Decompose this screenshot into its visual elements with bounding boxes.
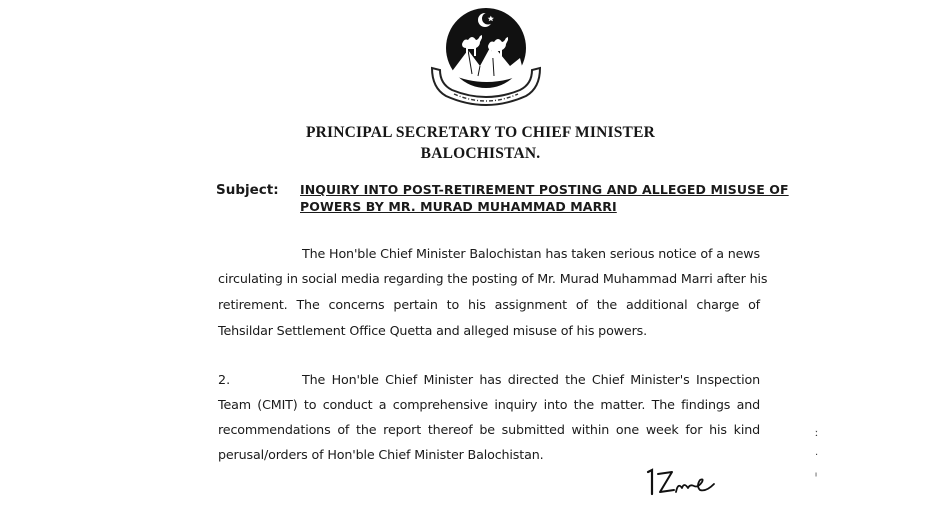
paragraph-2-line-4: perusal/orders of Hon'ble Chief Minister Balochistan. — [218, 447, 544, 462]
paragraph-2-line-2: Team (CMIT) to conduct a comprehensive inquiry into the matter. The findings and — [218, 397, 760, 412]
paragraph-2-line-1: The Hon'ble Chief Minister has directed the Chief Minister's Inspection — [302, 372, 760, 387]
paragraph-1-line-2: circulating in social media regarding the posting of Mr. Murad Muhammad Marri after his — [218, 271, 768, 286]
subject-label: Subject: — [216, 182, 279, 198]
government-emblem-icon — [428, 4, 544, 116]
paragraph-2-number: 2. — [218, 372, 231, 387]
paragraph-1-line-3: retirement. The concerns pertain to his assignment of the additional charge of — [218, 297, 760, 312]
edge-marks — [815, 428, 823, 492]
paragraph-1-line-1: The Hon'ble Chief Minister Balochistan has taken serious notice of a news — [302, 246, 760, 261]
paragraph-1-line-4: Tehsildar Settlement Office Quetta and alleged misuse of his powers. — [218, 323, 647, 338]
subject-line-1: INQUIRY INTO POST-RETIREMENT POSTING AND ALLEGED MISUSE OF — [300, 182, 789, 197]
paragraph-2-line-3: recommendations of the report thereof be submitted within one week for his kind — [218, 422, 760, 437]
office-title-line-1: PRINCIPAL SECRETARY TO CHIEF MINISTER — [305, 124, 656, 141]
edge-mark: ᑊ — [815, 472, 817, 483]
office-title-line-2: BALOCHISTAN. — [420, 145, 541, 162]
signature-icon — [644, 466, 716, 496]
edge-mark: ː — [815, 428, 819, 439]
edge-mark: · — [815, 450, 819, 461]
subject-line-2: POWERS BY MR. MURAD MUHAMMAD MARRI — [300, 199, 617, 214]
